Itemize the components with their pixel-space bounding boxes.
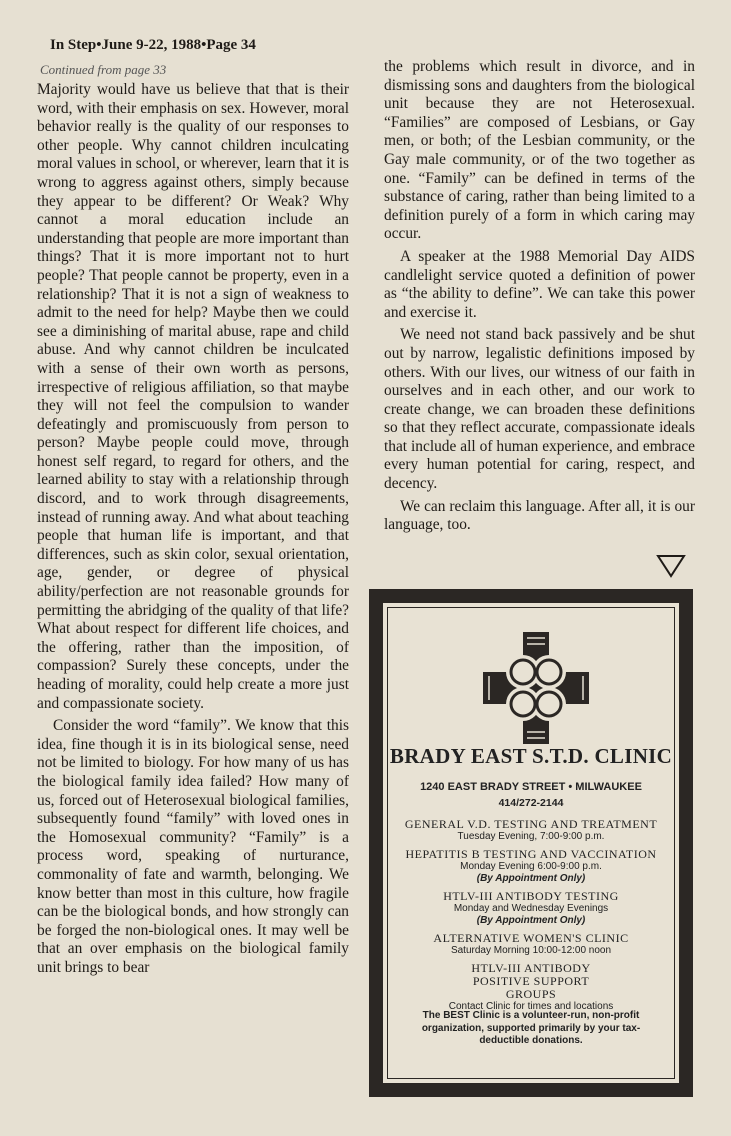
paragraph: We need not stand back passively and be shut out by narrow, legalistic definitions imposed by others. With our lives, our witness of our faith in ourselves and in each other, and our work to create change, we can broaden these definitions so that they reflect accurate, compassionate ideals that include all of human experience, and embrace every human potential for caring, respect, and decency. [384, 326, 695, 493]
service-item [388, 818, 674, 843]
service-note: (By Appointment Only) [476, 873, 586, 884]
paragraph: Majority would have us believe that that is their word, with their emphasis on sex. However, moral behavior really is the quality of our responses to other people. Why cannot children inculcating moral values in school, or wherever, learn that it is wrong to aggress against others, simply because they appear to be different? Or Weak? Why cannot a moral education include an understanding that people are more important than things? That it is more important not to hurt people? That people cannot be property, even in a relationship? That it is not a sign of weakness to admit to the need for help? Maybe then we could see a diminishing of marital abuse, rape and child abuse. And why cannot children be inculcated with a sense of their own worth as persons, irrespective of religious affiliation, so that maybe they will not feel the compulsion to wander defeatingly and promiscuously from person to person? Maybe people could move, through honest self regard, to regard for others, and the learned ability to stay with a relationship through discord, and to work through disagreements, instead of running away. And what about teaching people that human life is important, and that differences, such as skin color, sexual orientation, age, gender, or degree of physical ability/perfection are not reasonable grounds for permitting the abridging of the quality of that life? What about respect for different life choices, and the offering, rather than the imposition, of compassion? Surely these concepts, under the heading of morality, could help create a more just and compassionate society. [37, 81, 349, 712]
service-schedule: Saturday Morning 10:00-12:00 noon [450, 945, 612, 956]
clinic-cross-logo-icon [483, 632, 589, 744]
page-header: In Step•June 9-22, 1988•Page 34 [50, 37, 256, 53]
service-schedule: Monday Evening 6:00-9:00 p.m. [460, 861, 602, 872]
continued-note: Continued from page 33 [40, 62, 167, 77]
clinic-name: BRADY EAST S.T.D. CLINIC [389, 744, 673, 768]
clinic-footer-note: The BEST Clinic is a volunteer-run, non-profit organization, supported primarily by your tax-deductible donations. [421, 1010, 641, 1046]
article-right-column [384, 58, 695, 535]
service-name: HTLV-III ANTIBODY POSITIVE SUPPORT GROUPS [471, 961, 591, 1001]
clinic-advertisement [369, 589, 693, 1097]
service-item [388, 890, 674, 927]
paragraph: Consider the word “family”. We know that this idea, fine though it is in its biological sense, need not be limited to biology. For how many of us has the biological family idea failed? How many of us, forced out of Heterosexual biological families, subsequently found “family” with loved ones in the Homosexual community? “Family” is a process word, speaking of nurturance, commonality of fate and warmth, belonging. We know better than most in this culture, how fragile can be the biological bonds, and how strongly can be forged the non-biological ones. It may well be that an over emphasis on the biological family unit brings to bear [37, 717, 349, 976]
service-name: HTLV-III ANTIBODY TESTING [443, 889, 619, 903]
service-note: (By Appointment Only) [476, 915, 586, 926]
service-item [388, 848, 674, 885]
service-name: GENERAL V.D. TESTING AND TREATMENT [404, 817, 658, 831]
service-schedule: Contact Clinic for times and locations [448, 1001, 614, 1012]
clinic-address: 1240 EAST BRADY STREET • MILWAUKEE [420, 781, 642, 793]
paragraph: We can reclaim this language. After all, it is our language, too. [384, 497, 695, 534]
paragraph: A speaker at the 1988 Memorial Day AIDS candlelight service quoted a definition of power as “the ability to define”. We can take this power and exercise it. [384, 247, 695, 321]
clinic-phone: 414/272-2144 [498, 797, 564, 809]
service-item [388, 932, 674, 957]
service-schedule: Monday and Wednesday Evenings [453, 903, 609, 914]
services-list [388, 818, 674, 1018]
service-item [388, 962, 674, 1013]
paragraph: the problems which result in divorce, and in dismissing sons and daughters from the biological unit because they are not Heterosexual. “Families” are composed of Lesbians, or Gay men, or both; of the Lesbian community, or the Gay male community, or of the two together as one. “Family” can be defined in terms of the substance of caring, rather than being limited to a definition purely of a form in which caring may occur. [384, 58, 695, 243]
service-name: ALTERNATIVE WOMEN'S CLINIC [433, 931, 629, 945]
article-left-column [37, 81, 349, 978]
service-name: HEPATITIS B TESTING AND VACCINATION [405, 847, 657, 861]
end-of-article-icon [656, 554, 686, 578]
service-schedule: Tuesday Evening, 7:00-9:00 p.m. [457, 831, 605, 842]
